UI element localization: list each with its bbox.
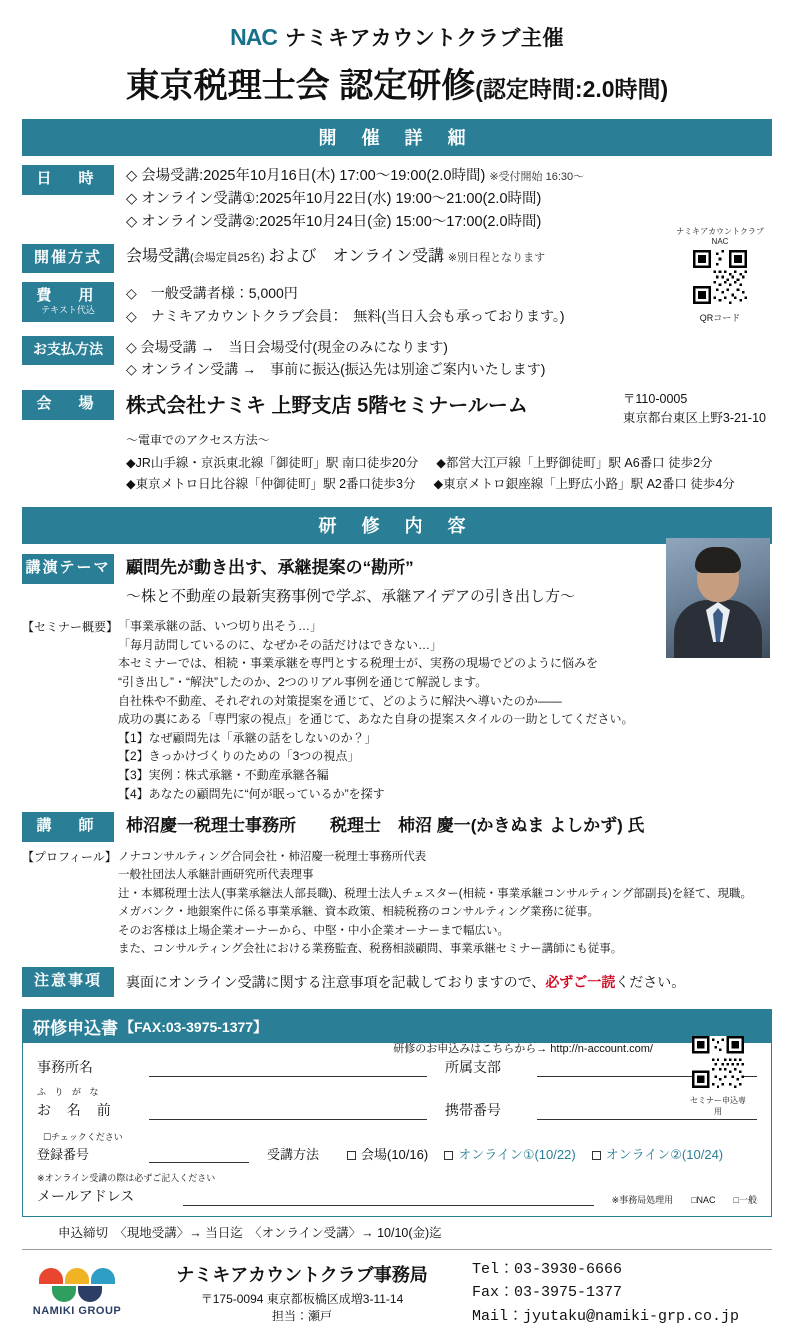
payment-line-1: ◇ 会場受講 → 当日会場受付(現金のみになります) — [126, 339, 448, 356]
venue-postal: 〒110-0005 — [622, 391, 688, 406]
qr-block-nac — [670, 227, 770, 324]
outline-line-3: 本セミナーでは、相続・事業承継を専門とする税理士が、実務の現場でどのように悩みを — [118, 656, 599, 671]
theme-title: 顧問先が動き出す、承継提案の“勘所” — [126, 558, 414, 578]
seminar-outline — [22, 617, 772, 803]
label-fee-main: 費 用 — [36, 287, 100, 305]
mail-note: ※オンライン受講の際は必ずご記入ください — [37, 1173, 216, 1184]
footer-contact-person: 担当：瀬戸 — [271, 1309, 332, 1324]
profile-line-2: 一般社団法人承継計画研究所代表理事 — [118, 869, 314, 882]
profile-line-1: ノナコンサルティング合同会社・柿沼慶一税理士事務所代表 — [118, 850, 427, 863]
outline-line-10: 【4】あなたの顧問先に“何が眠っているか”を探す — [118, 786, 385, 801]
nac-logo: NAC — [230, 24, 277, 50]
notice-text-after: ください。 — [615, 974, 686, 991]
logo-mark-icon — [39, 1268, 115, 1302]
page-title — [22, 58, 772, 107]
access-item-4: ◆東京メトロ銀座線「上野広小路」駅 A2番口 徒歩4分 — [433, 476, 735, 491]
label-office-name: 事務所名 — [37, 1059, 93, 1076]
label-notice: 注意事項 — [22, 967, 114, 997]
qr-caption-top: ナミキアカウントクラブ NAC — [676, 227, 764, 246]
outline-line-2: 「毎月訪問しているのに、なぜかその話だけはできない…」 — [118, 637, 443, 652]
check-note: ☐チェックください — [43, 1132, 123, 1143]
venue-body — [114, 390, 772, 495]
lecturer-body — [114, 812, 772, 839]
row-notice — [22, 967, 772, 997]
label-reg-number: 登録番号 — [37, 1147, 90, 1163]
row-theme — [22, 554, 772, 609]
notice-text-red: 必ずご一読 — [545, 974, 616, 991]
label-format: 開催方式 — [22, 244, 114, 274]
form-header — [23, 1010, 771, 1043]
row-datetime — [22, 165, 772, 235]
datetime-line-3: ◇ オンライン受講②:2025年10月24日(金) 15:00～17:00(2.0時間) — [126, 214, 542, 231]
qr-code-image — [693, 250, 747, 304]
format-main: 会場受講 — [126, 247, 191, 265]
fee-line-1: ◇ 一般受講者様：5,000円 — [126, 285, 298, 302]
datetime-body — [114, 165, 772, 235]
label-method: 受講方法 — [267, 1147, 320, 1163]
footer-tel: Tel：03-3930-6666 — [472, 1261, 623, 1279]
row-format — [22, 244, 772, 274]
row-payment — [22, 336, 772, 381]
qr-block-application — [687, 1036, 749, 1117]
profile-line-3: 辻・本郷税理士法人(事業承継法人部長職)、税理士法人チェスター(相続・事業承継コンサルティング部副長)を経て、現職。 — [118, 887, 753, 900]
datetime-text-1: ◇ 会場受講:2025年10月16日(木) 17:00～19:00(2.0時間) — [126, 168, 486, 184]
venue-address — [623, 390, 772, 428]
outline-line-9: 【3】実例：株式承継・不動産承継各編 — [118, 768, 329, 782]
format-capacity: (会場定員25名) — [190, 251, 265, 264]
input-name[interactable] — [149, 1103, 427, 1120]
option-label-venue: 会場(10/16) — [361, 1147, 429, 1163]
qr-caption-bottom: QRコード — [699, 313, 741, 324]
datetime-line-1 — [126, 165, 772, 188]
profile-line-4: メガバンク・地銀案件に係る事業承継、資本政策、相続税務のコンサルティング業務に従事。 — [118, 906, 600, 919]
format-note: ※別日程となります — [447, 251, 546, 264]
profile-body — [118, 848, 772, 958]
input-mail[interactable] — [183, 1189, 594, 1206]
page-title-suffix: (認定時間:2.0時間) — [475, 76, 669, 102]
form-row-office — [23, 1057, 771, 1077]
outline-line-4: “引き出し”・“解決”したのか、2つのリアル事例を通じて解説します。 — [118, 675, 488, 690]
namiki-logo — [22, 1268, 132, 1317]
row-fee — [22, 282, 772, 327]
notice-text-before: 裏面にオンライン受講に関する注意事項を記載しておりますので、 — [126, 974, 546, 991]
application-form — [22, 1009, 772, 1217]
form-fax: 【FAX:03-3975-1377】 — [120, 1018, 268, 1035]
profile-line-5: そのお客様は上場企業オーナーから、中堅・中小企業オーナーまで幅広い。 — [118, 924, 509, 937]
access-title: ～電車でのアクセス方法～ — [126, 433, 270, 448]
payment-body — [114, 336, 772, 381]
lecturer-profile — [22, 848, 772, 958]
label-fee — [22, 282, 114, 322]
label-mobile: 携帯番号 — [445, 1102, 501, 1119]
footer-fax: Fax：03-3975-1377 — [472, 1284, 623, 1302]
checkbox-option-online2[interactable] — [592, 1144, 723, 1163]
checkbox-icon[interactable] — [444, 1151, 453, 1160]
page-title-main: 東京税理士会 認定研修 — [125, 67, 476, 105]
option-label-online2: オンライン②(10/24) — [605, 1147, 724, 1163]
outline-line-1: 「事業承継の話、いつ切り出そう…」 — [118, 619, 323, 634]
payment-line-2: ◇ オンライン受講 → 事前に振込(振込先は別途ご案内いたします) — [126, 361, 546, 378]
checkbox-icon[interactable] — [592, 1151, 601, 1160]
outline-line-6: 成功の裏にある「専門家の視点」を通じて、あなた自身の提案スタイルの一助としてください。 — [118, 712, 634, 727]
datetime-line-2: ◇ オンライン受講①:2025年10月22日(水) 19:00～21:00(2.0時間) — [126, 191, 542, 208]
label-theme: 講演テーマ — [22, 554, 114, 584]
access-item-2: ◆都営大江戸線「上野御徒町」駅 A6番口 徒歩2分 — [436, 455, 713, 470]
label-mail: メールアドレス — [37, 1188, 135, 1205]
label-lecturer: 講 師 — [22, 812, 114, 842]
form-row-mail — [23, 1186, 771, 1206]
checkbox-option-venue[interactable] — [347, 1144, 428, 1163]
checkbox-icon[interactable] — [347, 1151, 356, 1160]
footer-contact — [472, 1258, 772, 1328]
footer — [22, 1249, 772, 1328]
label-venue: 会 場 — [22, 390, 114, 420]
section-bar-content: 研 修 内 容 — [22, 507, 772, 544]
form-url-note: 研修のお申込みはこちらから→ http://n-account.com/ — [393, 1043, 653, 1056]
logo-text: NAMIKI GROUP — [32, 1305, 122, 1318]
notice-body — [114, 967, 772, 993]
checkbox-option-online1[interactable] — [444, 1144, 575, 1163]
form-row-method — [23, 1144, 771, 1163]
outline-line-8: 【2】きっかけづくりのための「3つの視点」 — [118, 749, 360, 764]
footer-mail: Mail：jyutaku@namiki-grp.co.jp — [472, 1307, 740, 1325]
profile-line-6: また、コンサルティング会社における業務監査、税務相談顧問、事業承継セミナー講師にも従事。 — [118, 942, 623, 955]
lecturer-photo — [666, 538, 770, 658]
footer-address: 〒175-0094 東京都板橋区成増3-11-14 — [200, 1292, 404, 1307]
admin-note: ※事務局処理用 □NAC □一般 — [611, 1195, 757, 1206]
section-bar-detail: 開 催 詳 細 — [22, 119, 772, 156]
lecturer-name: 柿沼慶一税理士事務所 税理士 柿沼 慶一(かきぬま よしかず) 氏 — [126, 816, 645, 836]
label-furigana: ふ り が な — [37, 1087, 102, 1098]
application-deadline: 申込締切 〈現地受講〉→ 当日迄 〈オンライン受講〉→ 10/10(金)迄 — [58, 1226, 442, 1241]
theme-subtitle: ～株と不動産の最新実務事例で学ぶ、承継アイデアの引き出し方～ — [126, 588, 575, 606]
option-label-online1: オンライン①(10/22) — [458, 1147, 576, 1163]
label-branch: 所属支部 — [445, 1059, 501, 1076]
outline-label: 【セミナー概要】 — [22, 620, 119, 635]
access-list — [126, 453, 772, 496]
format-mid: および オンライン受講 — [268, 247, 444, 265]
input-reg-number[interactable] — [149, 1146, 249, 1163]
label-fee-sub: テキスト代込 — [41, 305, 95, 316]
flyer-page — [0, 22, 794, 1325]
row-venue — [22, 390, 772, 495]
host-line — [22, 22, 772, 52]
outline-line-7: 【1】なぜ顧問先は「承継の話をしないのか？」 — [118, 730, 377, 745]
access-item-1: ◆JR山手線・京浜東北線「御徒町」駅 南口徒歩20分 — [126, 455, 419, 470]
qr-application-caption: セミナー申込専用 — [690, 1096, 746, 1117]
form-row-name — [23, 1100, 771, 1120]
datetime-note: ※受付開始 16:30～ — [489, 171, 585, 183]
label-payment: お支払方法 — [22, 336, 114, 365]
label-datetime: 日 時 — [22, 165, 114, 195]
label-name: お 名 前 — [37, 1102, 117, 1119]
fee-line-2: ◇ ナミキアカウントクラブ会員： 無料(当日入会も承っております。) — [126, 307, 565, 324]
input-office-name[interactable] — [149, 1060, 427, 1077]
footer-org: ナミキアカウントクラブ事務局 — [176, 1265, 428, 1286]
row-lecturer — [22, 812, 772, 842]
qr-code-application-image — [692, 1036, 744, 1088]
outline-line-5: 自社株や不動産、それぞれの対策提案を通じて、どのように解決へ導いたのか―― — [118, 693, 562, 708]
venue-name: 株式会社ナミキ 上野支店 5階セミナールーム — [126, 394, 528, 417]
footer-org-block — [132, 1261, 472, 1324]
access-item-3: ◆東京メトロ日比谷線「仲御徒町」駅 2番口徒歩3分 — [126, 476, 416, 491]
form-title: 研修申込書 — [33, 1019, 118, 1039]
venue-address-text: 東京都台東区上野3-21-10 — [622, 410, 766, 425]
profile-label: 【プロフィール】 — [22, 849, 117, 864]
host-text: ナミキアカウントクラブ主催 — [284, 27, 564, 50]
